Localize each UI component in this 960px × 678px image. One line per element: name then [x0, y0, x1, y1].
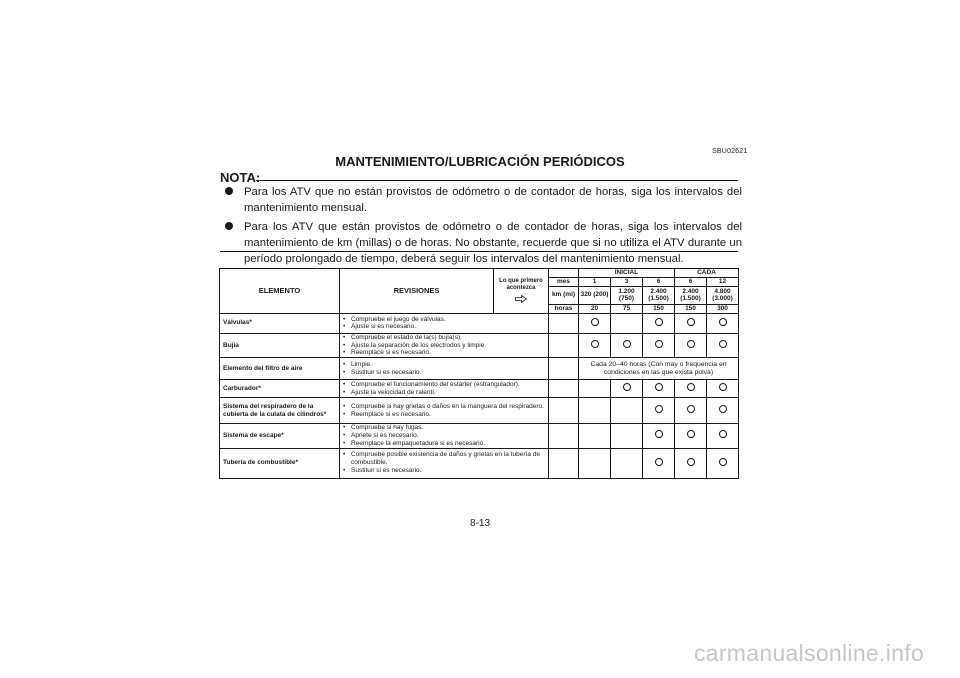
period-value: 6 [643, 277, 675, 286]
check-list [340, 398, 549, 424]
interval-cell [675, 333, 707, 357]
interval-cell [675, 380, 707, 398]
note-divider-top [256, 180, 738, 181]
period-value: 1 [579, 277, 611, 286]
circle-mark-icon [719, 458, 727, 466]
check-item: • Apriete si es necesario. [343, 432, 547, 440]
note-divider-bottom [220, 251, 738, 252]
circle-mark-icon [655, 405, 663, 413]
blank-cell [549, 398, 579, 424]
interval-cell [579, 313, 611, 333]
check-list [340, 380, 549, 398]
table-row [220, 398, 739, 424]
check-item: • Reemplace si es necesario. [343, 349, 547, 357]
interval-cell [643, 448, 675, 478]
circle-mark-icon [719, 340, 727, 348]
header-inicial: INICIAL [579, 269, 675, 278]
interval-cell [643, 424, 675, 448]
circle-mark-icon [655, 318, 663, 326]
header-first-occurs [494, 269, 549, 314]
header-cada: CADA [675, 269, 739, 278]
circle-mark-icon [655, 383, 663, 391]
check-item: • Ajuste si es necesario. [343, 323, 547, 331]
arrow-right-icon [515, 295, 527, 303]
watermark: carmanualsonline.info [693, 640, 924, 666]
element-name: Sistema de escape* [220, 424, 340, 448]
interval-cell [611, 448, 643, 478]
interval-cell [611, 424, 643, 448]
circle-mark-icon [655, 458, 663, 466]
interval-cell [675, 448, 707, 478]
interval-note: Cada 20–40 horas (Con may o frequencia en condiciones en las que exista polva) [579, 358, 739, 380]
table-row [220, 424, 739, 448]
circle-mark-icon [655, 340, 663, 348]
check-list [340, 448, 549, 478]
table-row [220, 448, 739, 478]
interval-cell [643, 398, 675, 424]
period-label: horas [549, 304, 579, 313]
period-value: 2.400 (1.500) [643, 286, 675, 304]
period-value: 3 [611, 277, 643, 286]
interval-cell [707, 424, 739, 448]
check-item: • Compruebe el funcionamiento del estárter (estrangulador). [343, 381, 547, 389]
check-list [340, 313, 549, 333]
check-item: • Limpie. [343, 361, 547, 369]
element-name: Válvulas* [220, 313, 340, 333]
interval-cell [675, 313, 707, 333]
table-row [220, 358, 739, 380]
circle-mark-icon [687, 318, 695, 326]
note-bullets [222, 184, 742, 270]
element-name: Tubería de combustible* [220, 448, 340, 478]
circle-mark-icon [719, 383, 727, 391]
element-name: Sistema del respiradero de la cubierta de la culata de cilindros* [220, 398, 340, 424]
period-label: km (mi) [549, 286, 579, 304]
blank-cell [549, 424, 579, 448]
check-item: • Ajuste la velocidad de ralentí. [343, 389, 547, 397]
circle-mark-icon [687, 458, 695, 466]
interval-cell [707, 313, 739, 333]
circle-mark-icon [623, 383, 631, 391]
note-header [220, 170, 738, 184]
blank-cell [549, 333, 579, 357]
interval-cell [643, 380, 675, 398]
circle-mark-icon [623, 340, 631, 348]
period-value: 6 [675, 277, 707, 286]
note-bullet-text: Para los ATV que están provistos de odómetro o de contador de horas, siga los intervalos del mantenimiento de km (millas) o de horas. No obstante, recuerde que si no utiliza el ATV durante un período prolongado de tiempo, deberá seguir los intervalos del mantenimiento mensual. [244, 221, 742, 265]
period-value: 300 [707, 304, 739, 313]
document-code: SBU02621 [712, 148, 748, 155]
interval-cell [611, 380, 643, 398]
interval-cell [611, 333, 643, 357]
period-value: 75 [611, 304, 643, 313]
interval-cell [707, 398, 739, 424]
period-value: 2.400 (1.500) [675, 286, 707, 304]
interval-cell [675, 424, 707, 448]
interval-cell [579, 333, 611, 357]
interval-cell [579, 380, 611, 398]
interval-cell [611, 313, 643, 333]
check-item: • Compruebe si hay grietas o daños en la manguera del respiradero. [343, 403, 547, 411]
circle-mark-icon [591, 318, 599, 326]
bullet-dot-icon [225, 187, 233, 195]
period-value: 4.800 (3.000) [707, 286, 739, 304]
check-item: • Compruebe el estado de la(s) bujía(s). [343, 334, 547, 342]
table-row [220, 313, 739, 333]
note-label: NOTA: [220, 170, 261, 185]
element-name: Elemento del filtro de aire [220, 358, 340, 380]
interval-cell [707, 380, 739, 398]
check-item: • Compruebe el juego de válvulas. [343, 316, 547, 324]
period-value: 12 [707, 277, 739, 286]
circle-mark-icon [719, 405, 727, 413]
blank-cell [549, 380, 579, 398]
period-value: 1.200 (750) [611, 286, 643, 304]
page-number: 8-13 [469, 518, 490, 529]
circle-mark-icon [719, 318, 727, 326]
blank-cell [549, 448, 579, 478]
note-bullet [222, 219, 742, 267]
interval-cell [707, 333, 739, 357]
period-value: 150 [643, 304, 675, 313]
note-bullet [222, 184, 742, 216]
check-item: • Sustituir si es necesario. [343, 369, 547, 377]
check-list [340, 424, 549, 448]
check-item: • Compruebe si hay fugas. [343, 424, 547, 432]
period-value: 320 (200) [579, 286, 611, 304]
interval-cell [675, 398, 707, 424]
table-row [220, 333, 739, 357]
header-elemento: ELEMENTO [220, 269, 340, 314]
circle-mark-icon [719, 430, 727, 438]
interval-cell [579, 448, 611, 478]
interval-cell [643, 333, 675, 357]
page-title: MANTENIMIENTO/LUBRICACIÓN PERIÓDICOS [335, 154, 625, 169]
check-item: • Reemplace la empaquetadura si es necesario. [343, 440, 547, 448]
blank-cell [549, 313, 579, 333]
check-item: • Compruebe posible existencia de daños y grietas en la tubería de combustible. [343, 451, 547, 467]
note-bullet-text: Para los ATV que no están provistos de odómetro o de contador de horas, siga los intervalos del mantenimiento mensual. [244, 186, 742, 214]
interval-cell [643, 313, 675, 333]
interval-cell [707, 448, 739, 478]
circle-mark-icon [655, 430, 663, 438]
interval-cell [611, 398, 643, 424]
blank-cell [549, 358, 579, 380]
circle-mark-icon [591, 340, 599, 348]
element-name: Bujía [220, 333, 340, 357]
check-item: • Sustituir si es necesario. [343, 467, 547, 475]
check-list [340, 333, 549, 357]
maintenance-table [219, 268, 739, 479]
first-occurs-text: Lo que primero acontezca [499, 278, 543, 292]
period-value: 20 [579, 304, 611, 313]
check-list [340, 358, 549, 380]
circle-mark-icon [687, 430, 695, 438]
interval-cell [579, 424, 611, 448]
circle-mark-icon [687, 383, 695, 391]
circle-mark-icon [687, 405, 695, 413]
table-row [220, 380, 739, 398]
check-item: • Reemplace si es necesario. [343, 411, 547, 419]
interval-cell [579, 398, 611, 424]
period-value: 150 [675, 304, 707, 313]
header-revisiones: REVISIONES [340, 269, 494, 314]
circle-mark-icon [687, 340, 695, 348]
check-item: • Ajuste la separación de los electrodos y limpie. [343, 342, 547, 350]
period-label: mes [549, 277, 579, 286]
bullet-dot-icon [225, 222, 233, 230]
element-name: Carburador* [220, 380, 340, 398]
